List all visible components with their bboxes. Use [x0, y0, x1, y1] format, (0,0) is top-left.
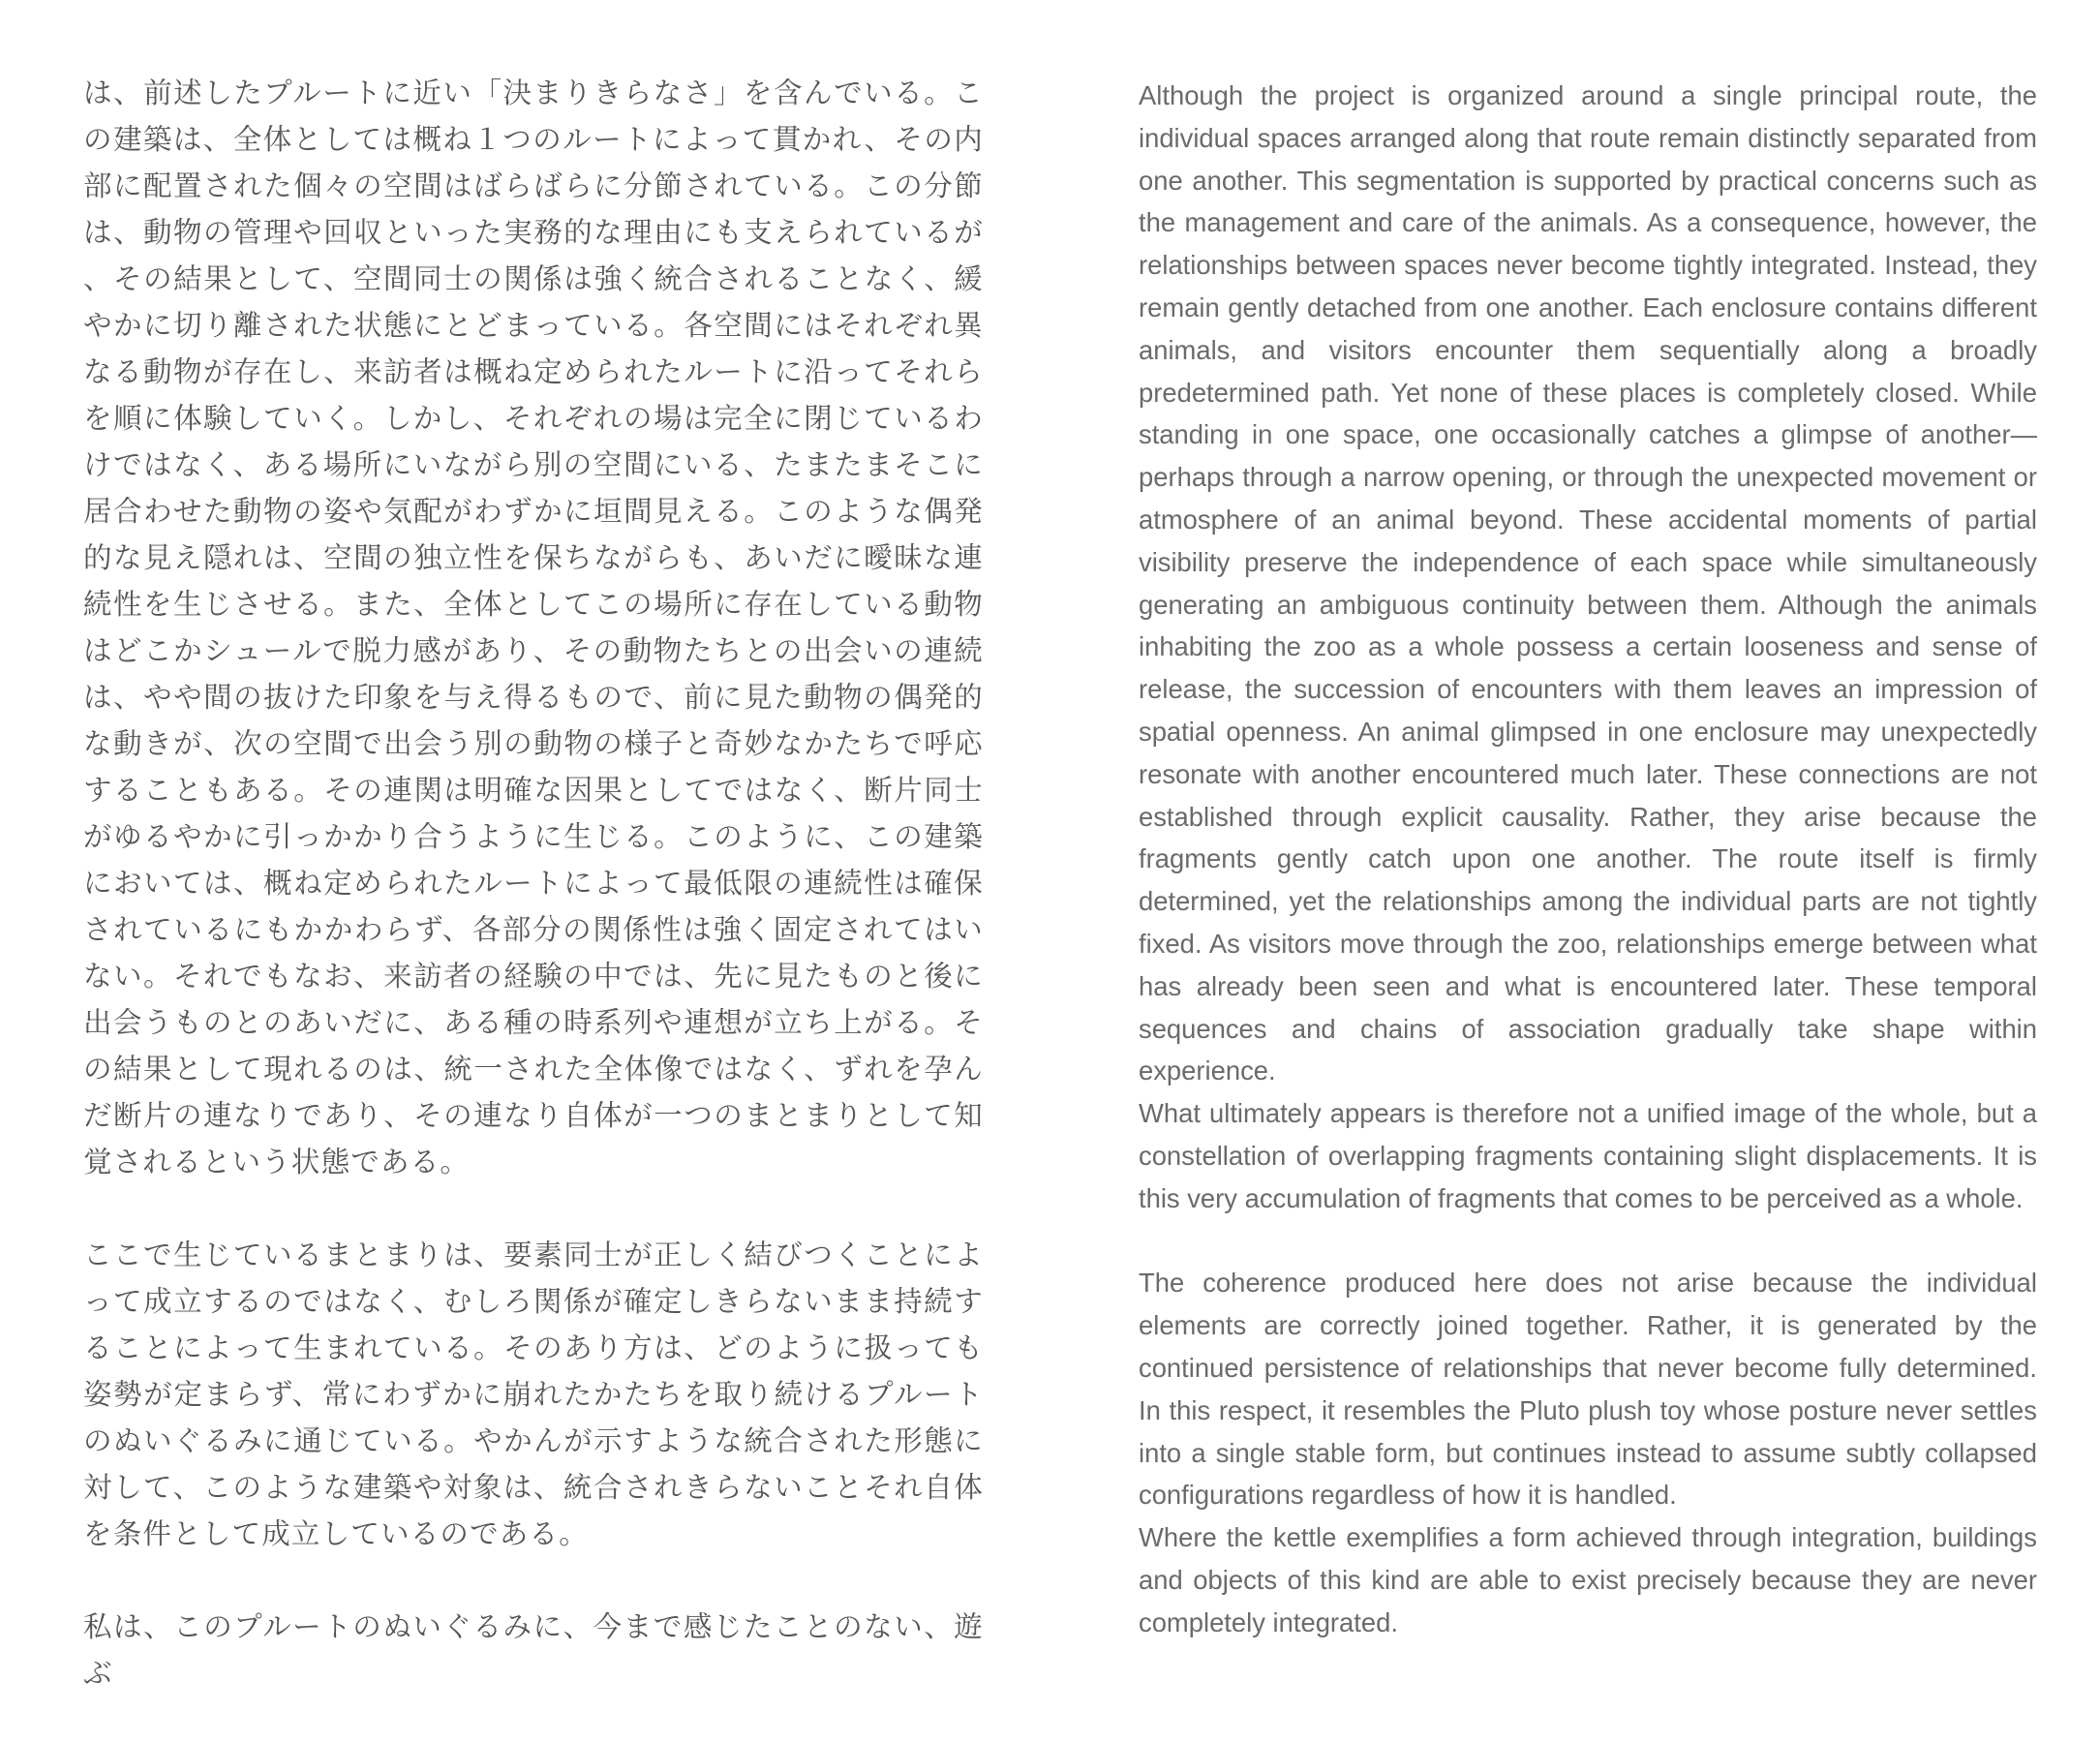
english-paragraph-2: What ultimately appears is therefore not a unified image of the whole, but a constellation of overlapping fragments containing slight displacements. It is this very accumulation of fragments that comes to be perceived as a whole. — [1139, 1098, 2037, 1213]
paragraph-gap — [1139, 1220, 2037, 1263]
english-paragraph-3: The coherence produced here does not arise because the individual elements are correctly joined together. Rather, it is generated by the continued persistence of relationships that never become fully determined. In this respect, it resembles the Pluto plush toy whose posture never settles into a single stable form, but continues instead to assume subtly collapsed configurations regardless of how it is handled. — [1139, 1268, 2037, 1511]
japanese-paragraph-1: は、前述したプルートに近い「決まりきらなさ」を含んでいる。この建築は、全体としては概ね１つのルートによって貫かれ、その内部に配置された個々の空間はばらばらに分節されている。この分節は、動物の管理や回収といった実務的な理由にも支えられているが、その結果として、空間同士の関係は強く統合されることなく、緩やかに切り離された状態にとどまっている。各空間にはそれぞれ異なる動物が存在し、来訪者は概ね定められたルートに沿ってそれらを順に体験していく。しかし、それぞれの場は完全に閉じているわけではなく、ある場所にいながら別の空間にいる、たまたまそこに居合わせた動物の姿や気配がわずかに垣間見える。このような偶発的な見え隠れは、空間の独立性を保ちながらも、あいだに曖昧な連続性を生じさせる。また、全体としてこの場所に存在している動物はどこかシュールで脱力感があり、その動物たちとの出会いの連続は、やや間の抜けた印象を与え得るもので、前に見た動物の偶発的な動きが、次の空間で出会う別の動物の様子と奇妙なかたちで呼応することもある。その連関は明確な因果としてではなく、断片同士がゆるやかに引っかかり合うように生じる。このように、この建築においては、概ね定められたルートによって最低限の連続性は確保されているにもかかわらず、各部分の関係性は強く固定されてはいない。それでもなお、来訪者の経験の中では、先に見たものと後に出会うものとのあいだに、ある種の時系列や連想が立ち上がる。その結果として現れるのは、統一された全体像ではなく、ずれを孕んだ断片の連なりであり、その連なり自体が一つのまとまりとして知覚されるという状態である。 — [83, 76, 984, 1178]
japanese-paragraph-3: 私は、このプルートのぬいぐるみに、今まで感じたことのない、遊ぶ — [83, 1610, 984, 1690]
japanese-text-column — [83, 70, 984, 1743]
english-paragraph-4: Where the kettle exemplifies a form achieved through integration, buildings and objects of this kind are able to exist precisely because they are never completely integrated. — [1139, 1522, 2037, 1637]
japanese-paragraph-2: ここで生じているまとまりは、要素同士が正しく結びつくことによって成立するのではなく、むしろ関係が確定しきらないまま持続することによって生まれている。そのあり方は、どのように扱っても姿勢が定まらず、常にわずかに崩れたかたちを取り続けるプルートのぬいぐるみに通じている。やかんが示すような統合された形態に対して、このような建築や対象は、統合されきらないことそれ自体を条件として成立しているのである。 — [83, 1238, 984, 1550]
english-text-column — [1139, 75, 2037, 1643]
english-paragraph-1: Although the project is organized around a single principal route, the individual spaces arranged along that route remain distinctly separated from one another. This segmentation is supported by practical concerns such as the management and care of the animals. As a consequence, however, the relationships between spaces never become tightly integrated. Instead, they remain gently detached from one another. Each enclosure contains different animals, and visitors encounter them sequentially along a broadly predetermined path. Yet none of these places is completely closed. While standing in one space, one occasionally catches a glimpse of another—perhaps through a narrow opening, or through the unexpected movement or atmosphere of an animal beyond. These accidental moments of partial visibility preserve the independence of each space while simultaneously generating an ambiguous continuity between them. Although the animals inhabiting the zoo as a whole possess a certain looseness and sense of release, the succession of encounters with them leaves an impression of spatial openness. An animal glimpsed in one enclosure may unexpectedly resonate with another encountered much later. These connections are not established through explicit causality. Rather, they arise because the fragments gently catch upon one another. The route itself is firmly determined, yet the relationships among the individual parts are not tightly fixed. As visitors move through the zoo, relationships emerge between what has already been seen and what is encountered later. These temporal sequences and chains of association gradually take shape within experience. — [1139, 80, 2037, 1086]
